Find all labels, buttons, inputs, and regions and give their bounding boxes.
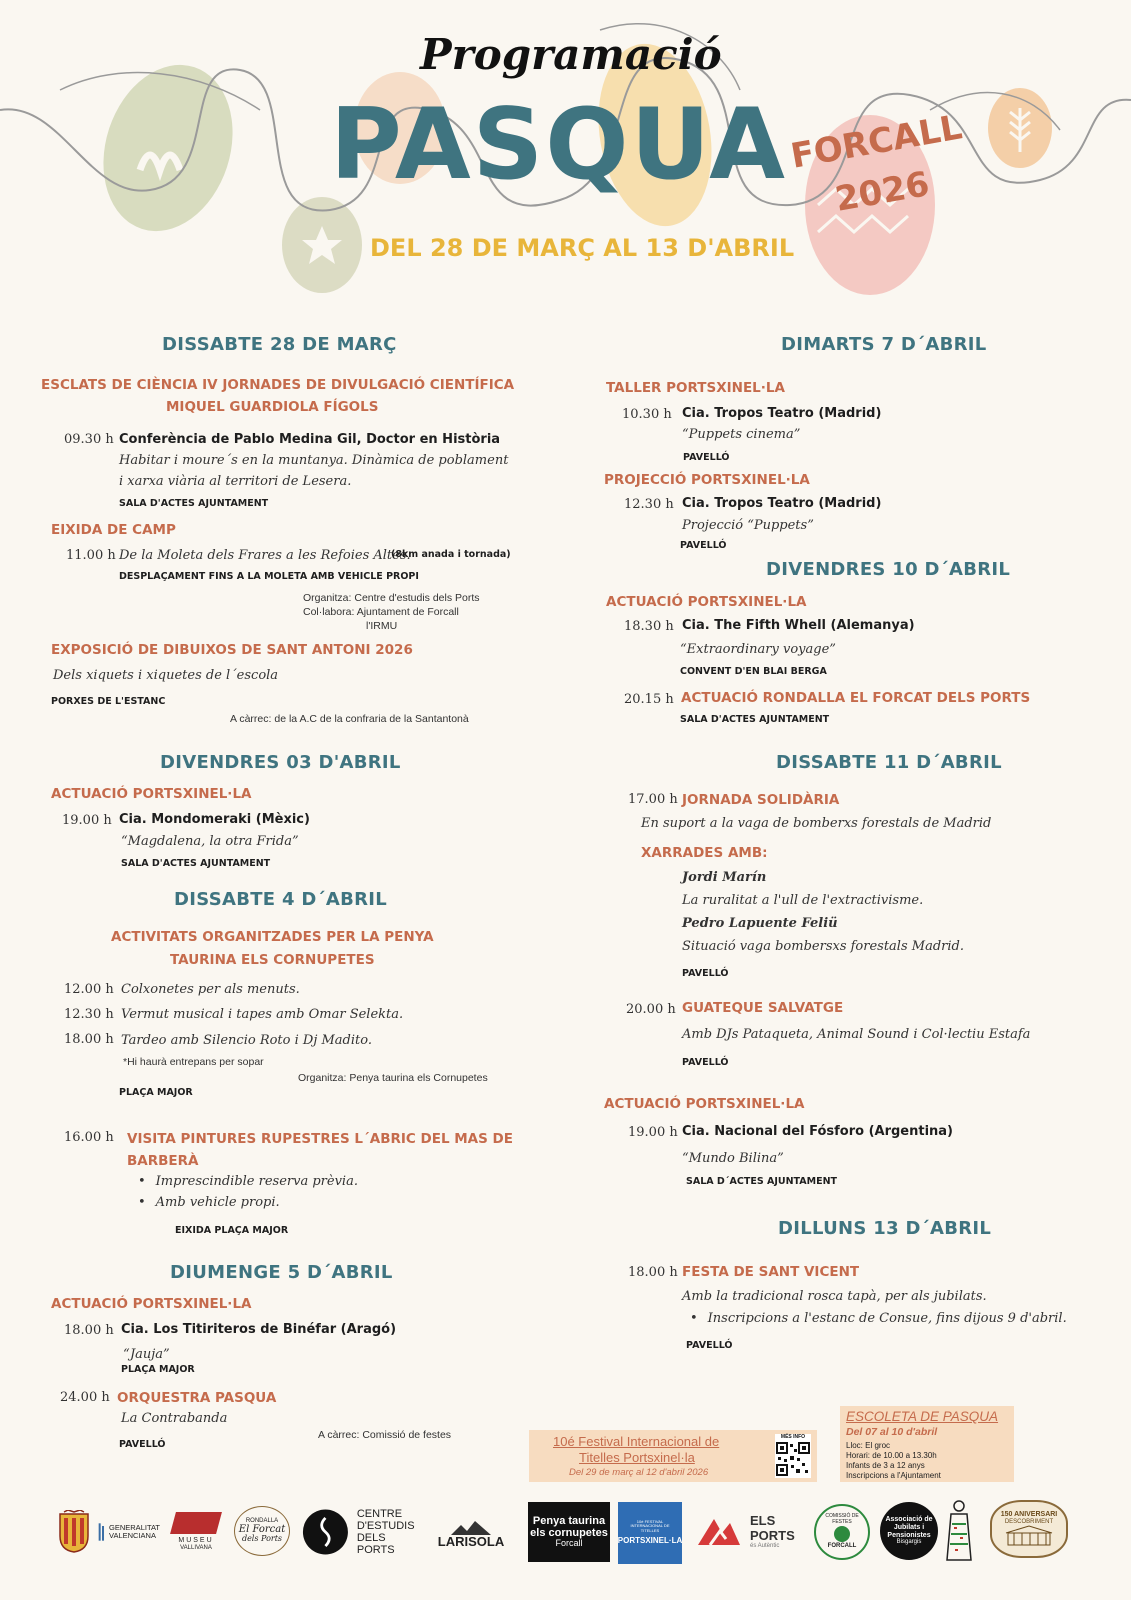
collaborator-note: Col·labora: Ajuntament de Forcall — [303, 606, 459, 618]
event-note-small: (8km anada i tornada) — [391, 549, 511, 560]
event-company: Cia. Tropos Teatro (Madrid) — [682, 496, 882, 511]
speaker-topic: La ruralitat a l'ull de l'extractivisme. — [682, 893, 924, 908]
event-time: 12.00 h — [64, 982, 114, 997]
event-desc: Habitar i moure´s en la muntanya. Dinàmica de poblament — [119, 453, 509, 468]
penya-taurina-logo — [528, 1502, 610, 1562]
event-place: PLAÇA MAJOR — [121, 1364, 195, 1375]
day-title-4-abril: DISSABTE 4 D´ABRIL — [174, 889, 388, 910]
els-ports-label: ELS — [750, 1513, 776, 1529]
event-note: *Hi haurà entrepans per sopar — [123, 1056, 264, 1068]
event-place: SALA D'ACTES AJUNTAMENT — [119, 498, 269, 509]
speaker-name: Pedro Lapuente Feliü — [682, 916, 838, 931]
rondalla-label: RONDALLA — [245, 1517, 279, 1524]
portsxinella-label: PORTSXINEL·LA — [617, 1536, 683, 1546]
comissio-label: FORCALL — [827, 1543, 857, 1550]
event-place: SALA D´ACTES AJUNTAMENT — [686, 1176, 838, 1187]
event-place: PORXES DE L'ESTANC — [51, 696, 166, 707]
event-desc: La Contrabanda — [121, 1411, 228, 1426]
qr-code-icon — [775, 1441, 811, 1477]
event-time: 12.30 h — [624, 497, 674, 512]
category-projeccio: PROJECCIÓ PORTSXINEL·LA — [604, 472, 810, 488]
event-company: Cia. Nacional del Fósforo (Argentina) — [682, 1124, 954, 1139]
museu-label: MUSEU — [178, 1537, 214, 1545]
collaborator-note: l'IRMU — [366, 620, 398, 632]
organizer-note: A càrrec: de la A.C de la confraria de la Santantonà — [230, 713, 469, 725]
portsxinella-tagline: 10é FESTIVAL INTERNACIONAL DE TITELLES — [630, 1519, 670, 1533]
festival-title: 10é Festival Internacional de — [553, 1434, 720, 1449]
escoleta-inscriptions: Inscripcions a l'Ajuntament — [846, 1471, 941, 1480]
category-xarrades: XARRADES AMB: — [641, 845, 768, 861]
event-show: “Mundo Bilina” — [682, 1151, 784, 1166]
list-item: • Inscripcions a l'estanc de Consue, fins dijous 9 d'abril. — [690, 1311, 1067, 1326]
event-time: 10.30 h — [622, 407, 672, 422]
header-pasqua: PASQUA — [330, 88, 787, 202]
centre-estudis-label: D'ESTUDIS — [356, 1519, 415, 1532]
festival-dates: Del 29 de març al 12 d'abril 2026 — [569, 1467, 709, 1478]
centre-estudis-icon — [302, 1507, 349, 1557]
organizer-note: Organitza: Centre d'estudis dels Ports — [303, 592, 480, 604]
day-title-03-abril: DIVENDRES 03 D'ABRIL — [160, 752, 401, 773]
event-show: “Jauja” — [123, 1347, 170, 1362]
aniversari-label: 150 ANIVERSARI — [1000, 1510, 1058, 1518]
category-esclats-line2: MIQUEL GUARDIOLA FÍGOLS — [166, 399, 379, 415]
inscription-list — [690, 1311, 1067, 1332]
event-place: PAVELLÓ — [119, 1439, 166, 1450]
mountain-icon — [451, 1521, 491, 1535]
event-place: SALA D'ACTES AJUNTAMENT — [680, 714, 830, 725]
festival-info-box[interactable] — [529, 1430, 817, 1482]
event-desc: Colxonetes per als menuts. — [121, 982, 300, 997]
escoleta-location: Lloc: El groc — [846, 1441, 891, 1450]
qr-label: MÉS INFO — [780, 1434, 806, 1440]
day-title-11-abril: DISSABTE 11 D´ABRIL — [776, 752, 1002, 773]
event-company: Cia. The Fifth Whell (Alemanya) — [682, 618, 915, 633]
category-visita-line2: BARBERÀ — [127, 1153, 199, 1169]
event-time: 19.00 h — [628, 1125, 678, 1140]
category-portsxinella: ACTUACIÓ PORTSXINEL·LA — [606, 594, 807, 610]
larisola-label: LARISOLA — [437, 1533, 505, 1549]
jubilats-logo — [880, 1502, 938, 1560]
penya-label: els cornupetes — [530, 1527, 608, 1540]
event-place: PAVELLÓ — [686, 1340, 733, 1351]
day-title-5-abril: DIUMENGE 5 D´ABRIL — [170, 1262, 393, 1283]
event-time: 20.15 h — [624, 692, 674, 707]
category-portsxinella: ACTUACIÓ PORTSXINEL·LA — [51, 1296, 252, 1312]
category-sant-vicent: FESTA DE SANT VICENT — [682, 1264, 860, 1280]
rondalla-label: dels Ports — [241, 1534, 283, 1544]
category-penya: ACTIVITATS ORGANITZADES PER LA PENYA — [111, 929, 434, 945]
museu-logo — [170, 1508, 222, 1556]
escoleta-title: ESCOLETA DE PASQUA — [846, 1409, 999, 1424]
jubilats-label: Pensionistes — [887, 1531, 931, 1539]
festival-subtitle: Titelles Portsxinel·la — [579, 1450, 695, 1465]
organizer-note: Organitza: Penya taurina els Cornupetes — [298, 1072, 488, 1084]
els-ports-logo — [696, 1510, 808, 1554]
centre-estudis-logo — [302, 1506, 422, 1558]
event-place: PLAÇA MAJOR — [119, 1087, 193, 1098]
event-title: Conferència de Pablo Medina Gil, Doctor en Història — [119, 432, 501, 447]
organizer-note: A càrrec: Comissió de festes — [318, 1429, 452, 1441]
header-forcall: FORCALL — [787, 107, 966, 177]
event-place: EIXIDA PLAÇA MAJOR — [175, 1225, 289, 1236]
event-show: Projecció “Puppets” — [682, 518, 814, 533]
list-item: • Imprescindible reserva prèvia. — [138, 1174, 358, 1189]
escoleta-dates: Del 07 al 10 d'abril — [846, 1426, 938, 1438]
header-dates: DEL 28 DE MARÇ AL 13 D'ABRIL — [370, 234, 795, 262]
event-place: PAVELLÓ — [682, 1057, 729, 1068]
event-time: 09.30 h — [64, 432, 114, 447]
comissio-festes-logo — [814, 1504, 870, 1560]
event-place: PAVELLÓ — [680, 540, 727, 551]
event-company: Cia. Tropos Teatro (Madrid) — [682, 406, 882, 421]
penya-label: Penya taurina — [532, 1514, 606, 1527]
penya-label: Forcall — [555, 1538, 583, 1549]
event-time: 17.00 h — [628, 792, 678, 807]
category-taller: TALLER PORTSXINEL·LA — [606, 380, 785, 396]
event-time: 16.00 h — [64, 1130, 114, 1145]
list-item: • Amb vehicle propi. — [138, 1195, 358, 1210]
event-desc: Vermut musical i tapes amb Omar Selekta. — [121, 1007, 404, 1022]
header-year: 2026 — [832, 164, 933, 220]
aniversari-logo — [990, 1500, 1068, 1558]
event-desc: Dels xiquets i xiquetes de l´escola — [53, 668, 279, 683]
event-time: 12.30 h — [64, 1007, 114, 1022]
event-desc: Amb DJs Pataqueta, Animal Sound i Col·lectiu Estafa — [682, 1027, 1031, 1042]
els-ports-label: PORTS — [750, 1527, 795, 1543]
category-visita: VISITA PINTURES RUPESTRES L´ABRIC DEL MAS DE — [127, 1131, 513, 1147]
category-exposicio: EXPOSICIÓ DE DIBUIXOS DE SANT ANTONI 2026 — [51, 642, 413, 658]
day-title-13-abril: DILLUNS 13 D´ABRIL — [778, 1218, 992, 1239]
event-time: 18.00 h — [64, 1032, 114, 1047]
event-place: CONVENT D'EN BLAI BERGA — [680, 666, 827, 677]
event-place: DESPLAÇAMENT FINS A LA MOLETA AMB VEHICLE PROPI — [119, 571, 419, 582]
egg-green — [83, 48, 253, 248]
generalitat-logo — [98, 1512, 160, 1552]
figure-illustration-logo — [944, 1498, 974, 1564]
event-time: 20.00 h — [626, 1002, 676, 1017]
event-time: 11.00 h — [66, 548, 116, 563]
event-place: PAVELLÓ — [683, 452, 730, 463]
qr-code[interactable] — [775, 1434, 811, 1478]
centre-estudis-label: CENTRE — [356, 1507, 403, 1520]
event-show: “Magdalena, la otra Frida” — [121, 834, 299, 849]
event-desc: Tardeo amb Silencio Roto i Dj Madito. — [121, 1033, 372, 1048]
ajuntament-coat-of-arms-logo — [56, 1508, 92, 1556]
figure-icon — [946, 1500, 972, 1562]
category-penya-line2: TAURINA ELS CORNUPETES — [170, 952, 375, 968]
jubilats-label: Associació de — [885, 1516, 933, 1524]
comissio-label: COMISSIÓ DE FESTES — [825, 1513, 859, 1525]
event-desc: De la Moleta dels Frares a les Refoies Altes. — [119, 548, 411, 563]
event-time: 18.00 h — [628, 1265, 678, 1280]
monument-icon — [1004, 1525, 1054, 1547]
header-programacio: Programació — [420, 30, 722, 79]
event-show: “Puppets cinema” — [682, 427, 801, 442]
event-place: PAVELLÓ — [682, 968, 729, 979]
coat-of-arms-icon — [58, 1510, 90, 1554]
aniversari-label: DESCOBRIMENT — [1004, 1518, 1054, 1525]
event-company: Cia. Mondomeraki (Mèxic) — [119, 812, 310, 827]
event-time: 18.30 h — [624, 619, 674, 634]
event-time: 18.00 h — [64, 1323, 114, 1338]
rondalla-label: El Forcat — [238, 1524, 286, 1536]
event-show: “Extraordinary voyage” — [680, 642, 836, 657]
escoleta-box — [840, 1406, 1014, 1482]
larisola-logo — [428, 1518, 514, 1552]
category-esclats: ESCLATS DE CIÈNCIA IV JORNADES DE DIVULGACIÓ CIENTÍFICA — [41, 377, 515, 393]
day-title-10-abril: DIVENDRES 10 D´ABRIL — [766, 559, 1011, 580]
jubilats-label: Jubilats i — [893, 1523, 925, 1531]
event-time: 19.00 h — [62, 813, 112, 828]
category-rondalla: ACTUACIÓ RONDALLA EL FORCAT DELS PORTS — [681, 690, 1031, 706]
generalitat-label: VALENCIANA — [109, 1531, 156, 1540]
rondalla-logo — [234, 1506, 290, 1556]
centre-estudis-label: DELS PORTS — [356, 1532, 395, 1557]
event-desc: Amb la tradicional rosca tapà, per als jubilats. — [682, 1289, 987, 1304]
event-place: SALA D'ACTES AJUNTAMENT — [121, 858, 271, 869]
day-title-7-abril: DIMARTS 7 D´ABRIL — [781, 334, 987, 355]
category-solidaria: JORNADA SOLIDÀRIA — [682, 792, 840, 808]
category-portsxinella: ACTUACIÓ PORTSXINEL·LA — [604, 1096, 805, 1112]
generalitat-label: GENERALITAT — [109, 1522, 160, 1532]
museu-mark — [170, 1512, 222, 1534]
category-portsxinella: ACTUACIÓ PORTSXINEL·LA — [51, 786, 252, 802]
event-desc: i xarxa viària al territori de Lesera. — [119, 474, 352, 489]
category-orquestra: ORQUESTRA PASQUA — [117, 1390, 277, 1406]
escoleta-hours: Horari: de 10.00 a 13.30h — [846, 1451, 937, 1460]
escoleta-ages: Infants de 3 a 12 anys — [846, 1461, 925, 1470]
museu-label: VALLIVANA — [180, 1545, 212, 1552]
event-desc: En suport a la vaga de bomberxs forestals de Madrid — [641, 816, 992, 831]
day-title-28-marc: DISSABTE 28 DE MARÇ — [162, 334, 397, 355]
comissio-emblem-icon — [831, 1525, 853, 1543]
visit-requirements — [138, 1174, 358, 1216]
jubilats-label: Bisgargis — [896, 1539, 922, 1546]
category-guateque: GUATEQUE SALVATGE — [682, 1000, 844, 1016]
event-company: Cia. Los Titiriteros de Binéfar (Aragó) — [121, 1322, 397, 1337]
els-ports-tagline: és Autèntic — [750, 1543, 780, 1549]
portsxinella-logo — [618, 1502, 682, 1564]
category-eixida: EIXIDA DE CAMP — [51, 522, 176, 538]
speaker-topic: Situació vaga bombersxs forestals Madrid. — [682, 939, 964, 954]
event-time: 24.00 h — [60, 1390, 110, 1405]
generalitat-icon — [98, 1519, 106, 1545]
speaker-name: Jordi Marín — [682, 870, 767, 885]
els-ports-icon — [696, 1517, 742, 1547]
